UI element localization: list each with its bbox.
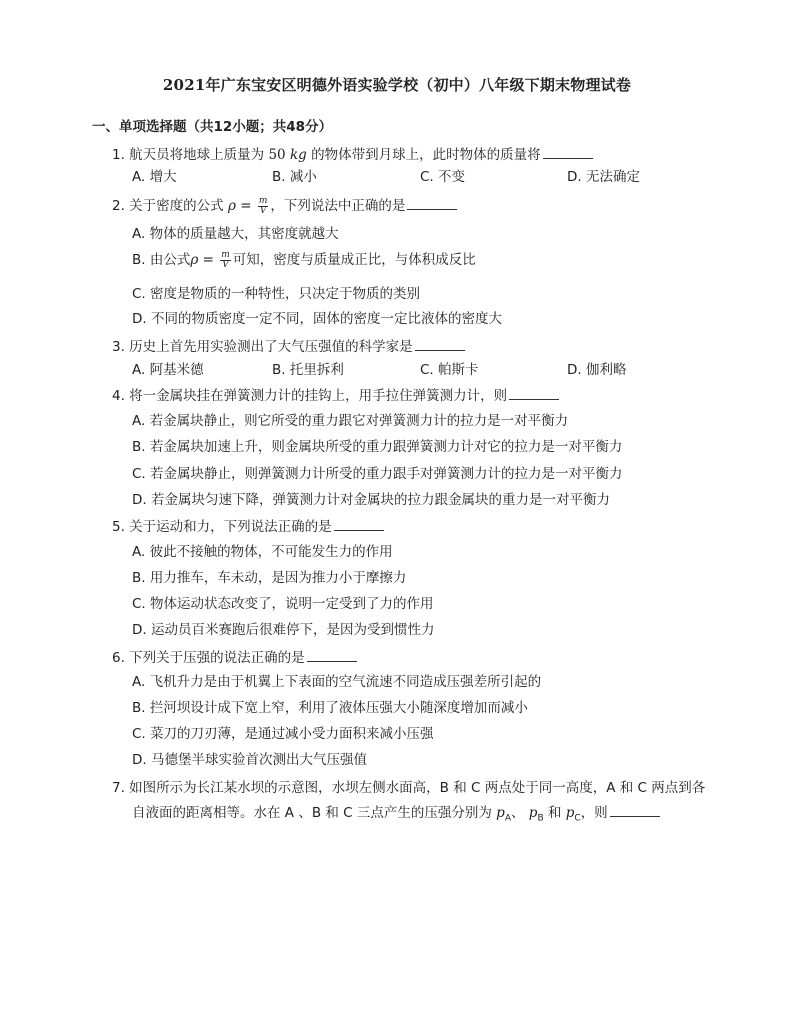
- option-5d: D. 运动员百米赛跑后很难停下，是因为受到惯性力: [132, 622, 435, 638]
- option-3b: B. 托里拆利: [272, 362, 344, 378]
- question-3-stem: 3. 历史上首先用实验测出了大气压强值的科学家是: [112, 339, 413, 355]
- question-4-stem: 4. 将一金属块挂在弹簧测力计的挂钩上，用手拉住弹簧测力计，则: [112, 388, 508, 404]
- answer-blank: [543, 146, 593, 159]
- fraction-numerator: m: [258, 195, 268, 206]
- answer-blank: [610, 804, 660, 817]
- option-4a: A. 若金属块静止，则它所受的重力跟它对弹簧测力计的拉力是一对平衡力: [132, 413, 569, 429]
- subscript-b: B: [537, 813, 544, 824]
- pressure-symbol: p: [496, 805, 505, 821]
- option-4d: D. 若金属块匀速下降，弹簧测力计对金属块的拉力跟金属块的重力是一对平衡力: [132, 492, 610, 508]
- answer-blank: [307, 649, 357, 662]
- equals-sign: =: [235, 198, 256, 214]
- rho-symbol: ρ: [190, 252, 199, 268]
- fraction-denominator: V: [222, 259, 229, 270]
- fraction-numerator: m: [221, 249, 230, 260]
- question-7-line-2: [132, 801, 660, 824]
- option-2b-suffix: 可知，密度与质量成正比，与体积成反比: [232, 252, 476, 268]
- option-6c: C. 菜刀的刀刃薄，是通过减小受力面积来减小压强: [132, 726, 434, 742]
- question-2-stem-a: 2. 关于密度的公式: [112, 198, 228, 214]
- option-2c: C. 密度是物质的一种特性，只决定于物质的类别: [132, 286, 421, 302]
- question-1-stem-b: 的物体带到月球上，此时物体的质量将: [306, 147, 541, 163]
- question-4: [112, 384, 559, 404]
- separator: 和: [543, 805, 566, 821]
- option-1c: C. 不变: [420, 169, 466, 185]
- option-4b: B. 若金属块加速上升，则金属块所受的重力跟弹簧测力计对它的拉力是一对平衡力: [132, 439, 623, 455]
- option-5a: A. 彼此不接触的物体，不可能发生力的作用: [132, 544, 393, 560]
- option-3a: A. 阿基米德: [132, 362, 204, 378]
- subscript-a: A: [504, 813, 511, 824]
- pressure-symbol: p: [528, 805, 538, 821]
- question-2-stem-b: ，下列说法中正确的是: [270, 198, 406, 214]
- question-1-stem-a: 1. 航天员将地球上质量为: [112, 147, 269, 163]
- option-6d: D. 马德堡半球实验首次测出大气压强值: [132, 752, 367, 768]
- option-6a: A. 飞机升力是由于机翼上下表面的空气流速不同造成压强差所引起的: [132, 674, 542, 690]
- option-3c: C. 帕斯卡: [420, 362, 479, 378]
- option-1b: B. 减小: [272, 169, 317, 185]
- option-5b: B. 用力推车，车未动，是因为推力小于摩擦力: [132, 570, 407, 586]
- option-2a: A. 物体的质量越大，其密度就越大: [132, 226, 339, 242]
- option-4c: C. 若金属块静止，则弹簧测力计所受的重力跟手对弹簧测力计的拉力是一对平衡力: [132, 466, 623, 482]
- answer-blank: [407, 197, 457, 210]
- fraction-denominator: V: [259, 205, 267, 216]
- section-heading: 一、单项选择题（共12小题；共48分）: [92, 119, 333, 135]
- page-title: 2021年广东宝安区明德外语实验学校（初中）八年级下期末物理试卷: [162, 76, 632, 94]
- question-2: [112, 194, 457, 216]
- question-1: [112, 143, 593, 163]
- question-7-line-1: 7. 如图所示为长江某水坝的示意图，水坝左侧水面高，B 和 C 两点处于同一高度，A 和 C 两点到各: [112, 780, 706, 796]
- question-7-text-b: ，则: [580, 805, 608, 821]
- option-1d: D. 无法确定: [567, 169, 640, 185]
- option-3d: D. 伽利略: [567, 362, 627, 378]
- answer-blank: [415, 338, 465, 351]
- question-7-text-a: 自液面的距离相等。水在 A 、B 和 C 三点产生的压强分别为: [132, 805, 497, 821]
- equals-sign: =: [198, 252, 219, 268]
- option-2b-prefix: B. 由公式: [132, 252, 191, 268]
- option-6b: B. 拦河坝设计成下宽上窄，利用了液体压强大小随深度增加而减小: [132, 700, 528, 716]
- question-1-mass-unit: kg: [289, 147, 307, 163]
- rho-symbol: ρ: [227, 198, 236, 214]
- subscript-c: C: [574, 813, 581, 824]
- question-1-mass-value: 50: [268, 147, 286, 163]
- pressure-symbol: p: [565, 805, 575, 821]
- question-5-stem: 5. 关于运动和力，下列说法正确的是: [112, 519, 332, 535]
- option-1a: A. 增大: [132, 169, 177, 185]
- option-2b: [132, 248, 476, 270]
- separator: 、: [511, 805, 529, 821]
- density-fraction: [220, 251, 231, 270]
- question-6-stem: 6. 下列关于压强的说法正确的是: [112, 650, 305, 666]
- question-5: [112, 515, 384, 535]
- question-6: [112, 646, 357, 666]
- answer-blank: [334, 518, 384, 531]
- density-fraction: [258, 197, 269, 216]
- option-2d: D. 不同的物质密度一定不同，固体的密度一定比液体的密度大: [132, 311, 502, 327]
- answer-blank: [509, 387, 559, 400]
- question-3: [112, 335, 465, 355]
- option-5c: C. 物体运动状态改变了，说明一定受到了力的作用: [132, 596, 434, 612]
